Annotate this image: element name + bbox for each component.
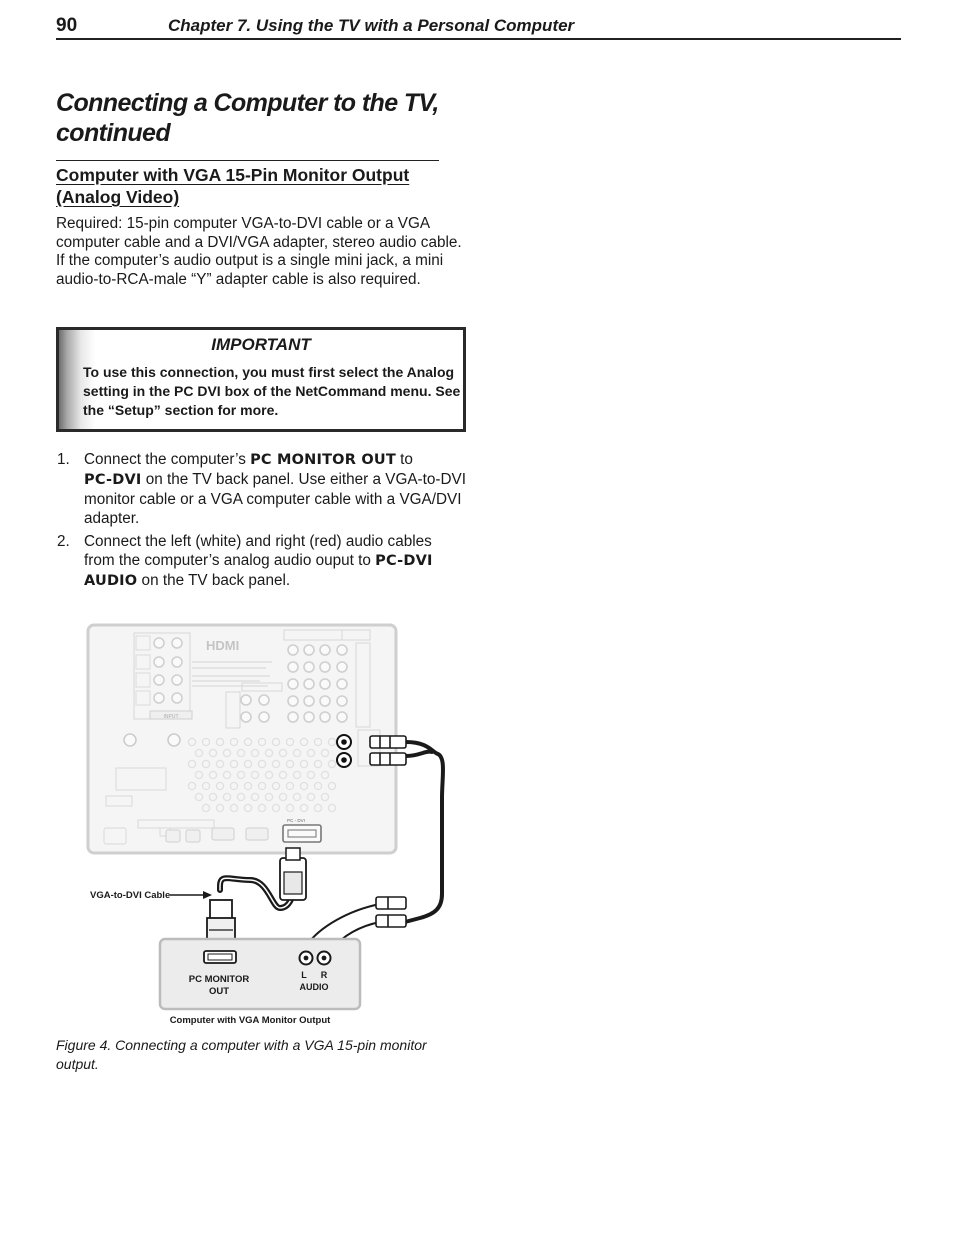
audio-label: AUDIO <box>299 982 329 992</box>
important-body: To use this connection, you must first select the Analog setting in the PC DVI box of the NetCommand menu. See the “Setup” section for more. <box>83 364 461 418</box>
panel-label: PC-DVI <box>84 472 142 488</box>
pc-monitor-out-label: PC MONITOR <box>188 974 250 985</box>
step-item <box>56 450 466 528</box>
figure-caption: Figure 4. Connecting a computer with a VGA 15-pin monitor output. <box>56 1037 427 1072</box>
panel-label: PC-DVI AUDIO <box>84 553 433 589</box>
tv-back-panel <box>88 625 396 853</box>
page-header <box>56 14 901 40</box>
steps-list <box>56 450 466 595</box>
panel-label: PC MONITOR OUT <box>250 452 396 468</box>
input-label: INPUT <box>163 714 179 720</box>
step-number: 2. <box>57 533 70 550</box>
pc-monitor-out-label: OUT <box>208 986 230 997</box>
step-item <box>56 532 466 591</box>
vga-dvi-cable <box>90 848 306 942</box>
important-box <box>56 327 466 432</box>
requirement-line: If the computer’s audio output is a single mini jack, a mini audio-to-RCA-male “Y” adapter cable is also required. <box>56 252 444 288</box>
page-number: 90 <box>56 15 78 36</box>
step-text: Connect the left (white) and right (red) audio cables from the computer’s analog audio ouput to <box>84 533 432 569</box>
important-title: IMPORTANT <box>211 335 311 354</box>
connection-diagram <box>80 618 460 1032</box>
step-text: on the TV back panel. Use either a VGA-to-DVI monitor cable or a VGA computer cable with a VGA/DVI adapter. <box>84 471 466 527</box>
computer-panel <box>160 939 360 1026</box>
section-subtitle: Computer with VGA 15-Pin Monitor Output (Analog Video) <box>56 160 439 208</box>
audio-l-label: L <box>301 970 307 980</box>
step-text: Connect the computer’s <box>84 451 251 468</box>
page-title: Connecting a Computer to the TV, continued <box>56 89 439 147</box>
step-number: 1. <box>57 451 70 468</box>
chapter-title: Chapter 7. Using the TV with a Personal Computer <box>168 16 575 35</box>
computer-label: Computer with VGA Monitor Output <box>169 1015 331 1026</box>
requirements <box>56 215 466 289</box>
rca-plugs-pc <box>376 897 406 927</box>
audio-r-label: R <box>320 970 328 980</box>
pcdvi-panel-label: PC - DVI <box>287 818 305 823</box>
hdmi-logo: HDMI <box>206 638 240 653</box>
vga-dvi-cable-label: VGA-to-DVI Cable <box>90 890 171 901</box>
step-text: on the TV back panel. <box>137 572 291 589</box>
step-text: to <box>395 451 413 468</box>
requirement-line: Required: 15-pin computer VGA-to-DVI cable or a VGA computer cable and a DVI/VGA adapter, stereo audio cable. <box>56 215 462 251</box>
